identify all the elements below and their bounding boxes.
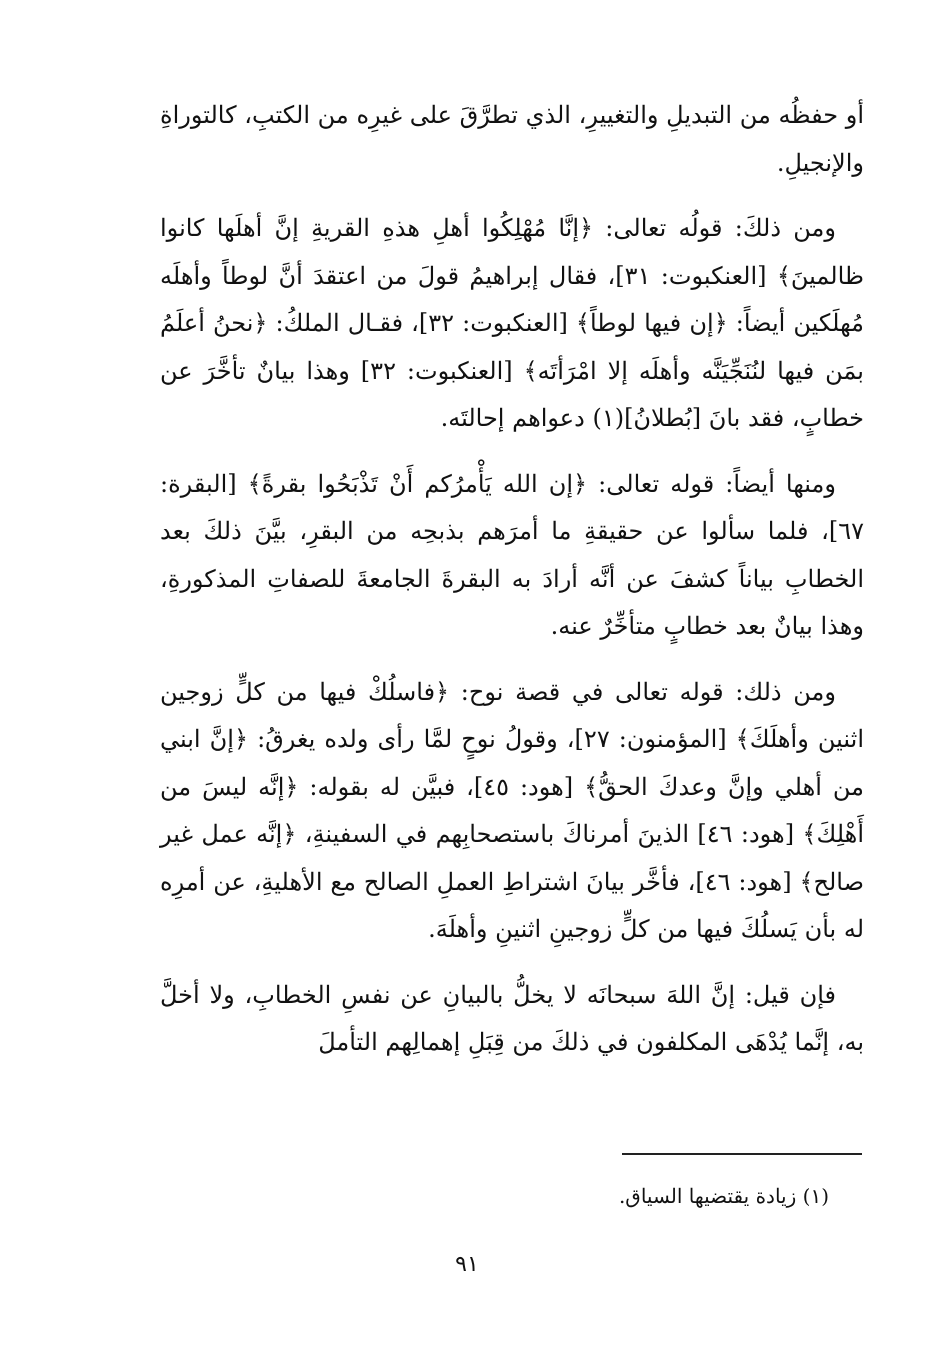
paragraph-2: ومن ذلكَ: قولُه تعالى: ﴿إنَّا مُهْلِكُوا أهلِ هذهِ القريةِ إنَّ أهلَها كانوا ظالمينَ﴾ [العنكبوت: ٣١]، فقال إبراهيمُ قولَ من اعتقدَ أنَّ لوطاً وأهلَه مُهلَكين أيضاً: ﴿إن فيها لوطاً﴾ [العنكبوت: ٣٢]، فقـال الملكُ: ﴿نحنُ أعلَمُ بمَن فيها لنُنَجِّيَنَّه وأهلَه إلا امْرَأتَه﴾ [العنكبوت: ٣٢] وهذا بيانٌ تأخَّرَ عن خطابٍ، فقد بانَ [بُطلانُ](١) دعواهم إحالتَه.: [160, 214, 864, 432]
paragraph-4: ومن ذلك: قوله تعالى في قصة نوح: ﴿فاسلُكْ فيها من كلٍّ زوجين اثنين وأهلَكَ﴾ [المؤمنون: ٢٧]، وقولُ نوحٍ لمَّا رأى ولده يغرقُ: ﴿إنَّ ابني من أهلي وإنَّ وعدكَ الحقُّ﴾ [هود: ٤٥]، فبيَّن له بقوله: ﴿إنَّه ليسَ من أَهْلِكَ﴾ [هود: ٤٦] الذينَ أمرناكَ باستصحابِهم في السفينةِ، ﴿إنَّه عمل غير صالح﴾ [هود: ٤٦]، فأخَّر بيانَ اشتراطِ العملِ الصالح مع الأهليةِ، عن أمرِه له بأن يَسلُكَ فيها من كلٍّ زوجينِ اثنينِ وأهلَهَ.: [160, 677, 864, 943]
paragraph-3: ومنها أيضاً: قوله تعالى: ﴿إن الله يَأْمرُكم أَنْ تَذْبَحُوا بقرةً﴾ [البقرة: ٦٧]، فلما سألوا عن حقيقةِ ما أمرَهم بذبحِه من البقرِ، بيَّنَ ذلكَ بعد الخطابِ بياناً كشفَ عن أنَّه أرادَ به البقرةَ الجامعةَ للصفاتِ المذكورةِ، وهذا بيانٌ بعد خطابٍ متأخِّرٌ عنه.: [160, 469, 864, 640]
paragraph-5: فإن قيل: إنَّ اللهَ سبحانَه لا يخلُّ بالبيانِ عن نفسِ الخطابِ، ولا أخلَّ به، إنَّما يُدْهَى المكلفون في ذلكَ من قِبَلِ إهمالِهم التأملَ: [160, 980, 864, 1056]
main-text: [160, 92, 864, 1085]
footnote-divider: [622, 1153, 862, 1155]
page-number: ٩١: [455, 1252, 479, 1277]
footnote: (١) زيادة يقتضيها السياق.: [618, 1184, 829, 1208]
paragraph-1: أو حفظُه من التبديلِ والتغييرِ، الذي تطرَّقَ على غيرِه من الكتبِ، كالتوراةِ والإنجيلِ.: [160, 101, 864, 177]
